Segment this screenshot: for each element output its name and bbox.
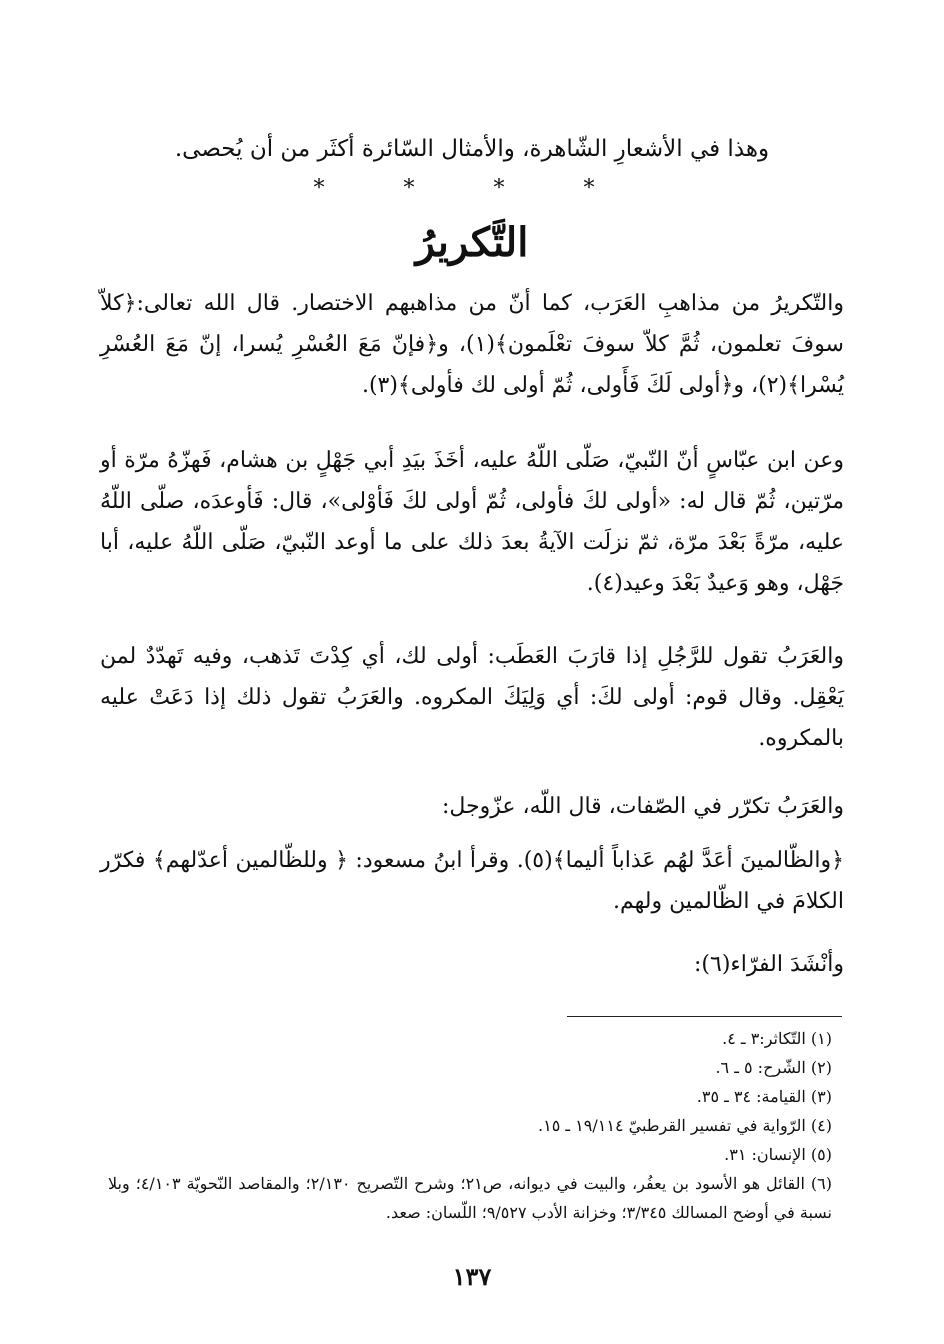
paragraph-3: والعَرَبُ تقول للرَّجُلِ إذا قارَبَ العَطَب: أولى لك، أي كِدْتَ تَذهب، وفيه تَهدّدٌ لمن يَعْقِل. وقال قوم: أولى لكَ: أي وَلِيَكَ المكروه. والعَرَبُ تقول ذلك إذا دَعَتْ عليه بالمكروه. [100, 644, 844, 751]
footnote-2: (٢) الشّرح: ٥ ـ ٦. [715, 1058, 832, 1077]
intro-line: وهذا في الأشعارِ الشّاهرة، والأمثال السّائرة أكثَر من أن يُحصى. [174, 136, 770, 162]
paragraph-5: ﴿والظّالمينَ أعَدَّ لهُم عَذاباً أليما﴾(٥). وقرأ ابنُ مسعود: ﴿ وللظّالمين أعدّلهم﴾ فكرّر الكلامَ في الظّالمين ولهم. [100, 848, 844, 914]
paragraph-2: وعن ابن عبّاسٍ أنّ النّبيّ، صَلّى اللّهُ عليه، أخَذَ بيَدِ أبي جَهْلٍ بن هشام، فَهزّهُ مرّة أو مرّتين، ثُمّ قال له: «أولى لكَ فأولى، ثُمّ أولى لكَ فَأوْلى»، قال: فَأوعدَه، صلّى اللّهُ عليه، مرّةً بَعْدَ مرّة، ثمّ نزلَت الآيةُ بعدَ ذلك على ما أوعد النّبيّ، صَلّى اللّهُ عليه، أبا جَهْل، وهو وَعيدٌ بَعْدَ وعيد(٤). [100, 448, 844, 596]
footnote-3: (٣) القيامة: ٣٤ ـ ٣٥. [696, 1087, 832, 1106]
section-separator: * * * * [313, 176, 631, 201]
footnote-4: (٤) الرّواية في تفسير القرطبيّ ١٩/١١٤ ـ ١٥. [538, 1116, 832, 1135]
paragraph-1: والتّكريرُ من مذاهبِ العَرَب، كما أنّ من مذاهبهم الاختصار. قال الله تعالى:﴿كلاّ سوفَ تعلمون، ثُمَّ كلاّ سوفَ تعْلَمون﴾(١)، و﴿فإنّ مَعَ العُسْرِ يُسرا، إنّ مَعَ العُسْرِ يُسْرا﴾(٢)، و﴿أولى لَكَ فَأَولى، ثُمّ أولى لك فأولى﴾(٣). [100, 291, 844, 398]
paragraph-4: والعَرَبُ تكرّر في الصّفات، قال اللّه، عزّوجل: [441, 794, 844, 819]
footnote-5: (٥) الإنسان: ٣١. [724, 1145, 832, 1164]
footnote-6: (٦) القائل هو الأسود بن يعفُر، والبيت في ديوانه، ص٢١؛ وشرح التّصريح ٢/١٣٠؛ والمقاصد النّحويّة ٤/١٠٣؛ وبلا نسبة في أوضح المسالك ٣/٣٤٥؛ وخزانة الأدب ٩/٥٢٧؛ اللّسان: صعد. [108, 1174, 832, 1222]
footnote-divider [567, 1016, 842, 1017]
section-title: التَّكريرُ [415, 219, 529, 266]
paragraph-6: وأنْشَدَ الفرّاء(٦): [694, 952, 844, 977]
footnote-1: (١) التّكاثر:٣ ـ ٤. [722, 1029, 832, 1048]
page-number: ١٣٧ [452, 1262, 492, 1291]
footnotes [108, 1024, 832, 1227]
